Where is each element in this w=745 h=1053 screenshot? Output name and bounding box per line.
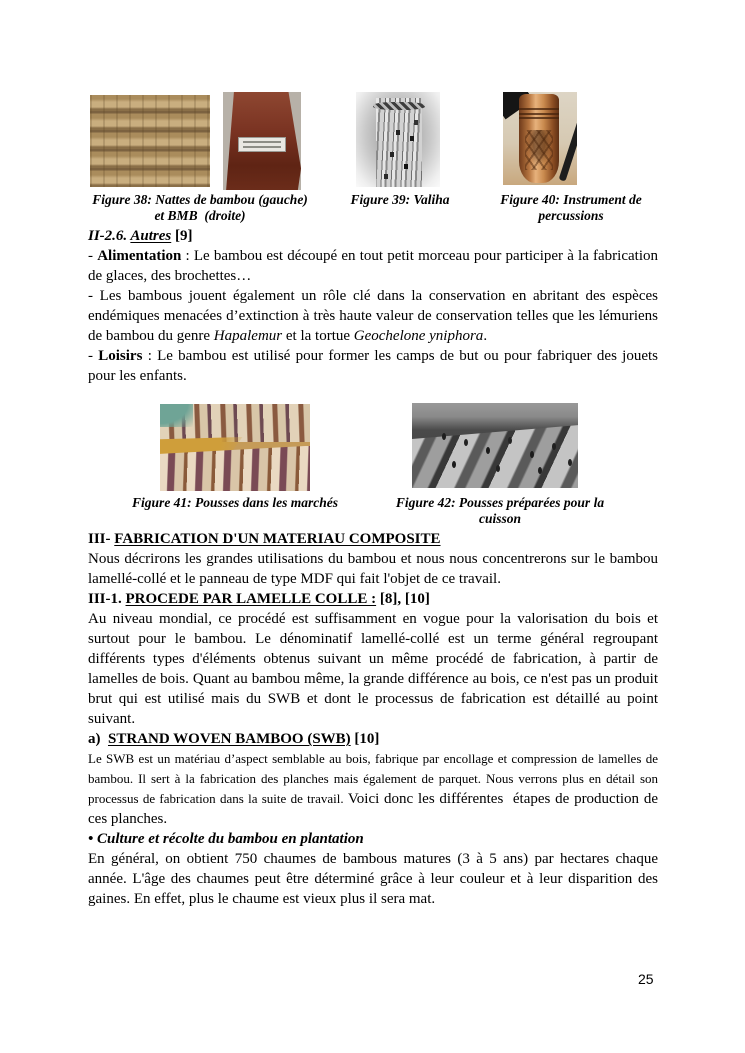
cuisson-wedges <box>412 425 578 488</box>
figure-row-2 <box>88 403 658 491</box>
percussion-stick <box>559 120 577 181</box>
figure-42-image <box>412 403 578 488</box>
paragraph-loisirs <box>88 346 658 386</box>
heading-iii-number: III- <box>88 531 115 547</box>
paragraph-text: . <box>483 328 488 344</box>
heading-a-title: STRAND WOVEN BAMBOO (SWB) <box>108 731 351 747</box>
figure-42-caption-line1: Figure 42: Pousses préparées pour la <box>395 495 605 510</box>
paragraph-text-small: Le SWB est un matériau d’aspect semblable au bois, fabrique par encollage et compression de lamelles de bambou. Il sert à la fabrication des planches mais également de parquet. Nous verrons plus en détail son processus de fabrication dans la suite de travail. <box>88 751 658 806</box>
paragraph-text: et la tortue <box>282 328 354 344</box>
heading-ii26-title: Autres <box>130 228 172 244</box>
paragraph-text: - Les bambous jouent également un rôle clé dans la conservation en abritant des espèces endémiques menacées d’extinction à très haute valeur de conservation telles que les lémuriens de bambou du genre <box>88 288 658 344</box>
bullet-text: Culture et récolte du bambou en plantation <box>97 831 364 847</box>
section-heading-iii <box>88 529 658 549</box>
dash: - <box>88 348 99 364</box>
paragraph-iii-intro <box>88 549 658 589</box>
paragraph-chaumes <box>88 849 658 909</box>
figure-40-caption-line1: Figure 40: Instrument de <box>500 192 642 207</box>
figure-38-left-image <box>90 95 210 187</box>
figure-41-caption <box>132 495 338 511</box>
paragraph-iii1 <box>88 609 658 729</box>
caption-row-1 <box>88 192 658 226</box>
paragraph-text: Au niveau mondial, ce procédé est suffisamment en vogue pour la valorisation du bois et surtout pour le bambou. Le dénominatif lamellé-collé est un terme général regroupant différents types d'éléments obtenus suivant un même procédé de fabrication, à partir de lamelles de bois. Quant au bambou même, la grande différence au bois, ce n'est pas un produit brut qui est utilisé mais du SWB et dont le processus de fabrication est détaillé au point suivant. <box>88 611 658 727</box>
paragraph-text: : Le bambou est utilisé pour former les camps de but ou pour fabriquer des jouets pour les enfants. <box>88 348 658 384</box>
paragraph-text: Voici donc les différentes étapes de production de ces planches. <box>88 791 658 827</box>
paragraph-conservation <box>88 286 658 346</box>
percussion-cylinder <box>519 94 559 183</box>
heading-iii1-title: PROCEDE PAR LAMELLE COLLE : <box>125 591 377 607</box>
section-heading-iii1 <box>88 589 658 609</box>
figure-42-caption-line2: cuisson <box>478 511 522 526</box>
species-geochelone: Geochelone yniphora <box>353 328 484 344</box>
figure-40-image <box>503 92 577 185</box>
valiha-pegs <box>396 130 400 135</box>
shoots-teal-corner <box>160 404 193 427</box>
bmb-label <box>238 137 286 152</box>
subsection-heading-a <box>88 729 658 749</box>
figure-42-caption <box>396 495 604 527</box>
figure-38-caption-line1: Figure 38: Nattes de bambou (gauche) <box>92 192 308 207</box>
bullet-icon: • <box>88 831 98 847</box>
percussion-carving <box>525 130 553 170</box>
paragraph-text: : Le bambou est découpé en tout petit morceau pour participer à la fabrication de glaces, des brochettes… <box>88 248 659 284</box>
page-content <box>88 0 658 909</box>
paragraph-swb <box>88 749 658 829</box>
heading-ii26-ref: [9] <box>171 228 193 244</box>
valiha-braid-band <box>373 102 425 111</box>
figure-38-right-image <box>223 92 301 190</box>
figure-41-caption-line1: Figure 41: Pousses dans les marchés <box>132 495 338 510</box>
paragraph-text: Nous décrirons les grandes utilisations du bambou et nous nous concentrerons sur le bambou lamellé-collé et le panneau de type MDF qui fait l'objet de ce travail. <box>88 551 658 587</box>
figure-row-1 <box>88 92 658 190</box>
heading-a-number: a) <box>88 731 108 747</box>
heading-ii26-number: II-2.6. <box>88 228 131 244</box>
paragraph-text: En général, on obtient 750 chaumes de bambous matures (3 à 5 ans) par hectares chaque année. L'âge des chaumes peut être déterminé grâce à leur couleur et à leur disparition des gaines. En effet, plus le chaume est vieux plus il sera mat. <box>88 851 658 907</box>
term-alimentation: Alimentation <box>97 248 182 264</box>
bullet-culture-recolte <box>88 829 658 849</box>
dash: - <box>88 248 98 264</box>
heading-iii1-refs: [8], [10] <box>376 591 430 607</box>
term-loisirs: Loisirs <box>98 348 143 364</box>
figure-38-caption-line2: et BMB (droite) <box>154 208 246 223</box>
heading-a-ref: [10] <box>350 731 380 747</box>
figure-39-caption-line1: Figure 39: Valiha <box>350 192 450 207</box>
figure-39-image <box>356 92 440 187</box>
figure-40-caption <box>500 192 641 224</box>
heading-iii-title: FABRICATION D'UN MATERIAU COMPOSITE <box>114 531 441 547</box>
section-heading-ii26 <box>88 226 658 246</box>
cuisson-holes <box>442 433 446 440</box>
figure-39-caption <box>350 192 449 208</box>
species-hapalemur: Hapalemur <box>213 328 283 344</box>
valiha-strings <box>376 98 421 187</box>
caption-row-2 <box>88 495 658 529</box>
paragraph-alimentation <box>88 246 658 286</box>
figure-40-caption-line2: percussions <box>538 208 604 223</box>
figure-38-caption <box>92 192 308 224</box>
figure-41-image <box>160 404 310 491</box>
heading-iii1-number: III-1. <box>88 591 126 607</box>
page-number: 25 <box>638 971 654 987</box>
